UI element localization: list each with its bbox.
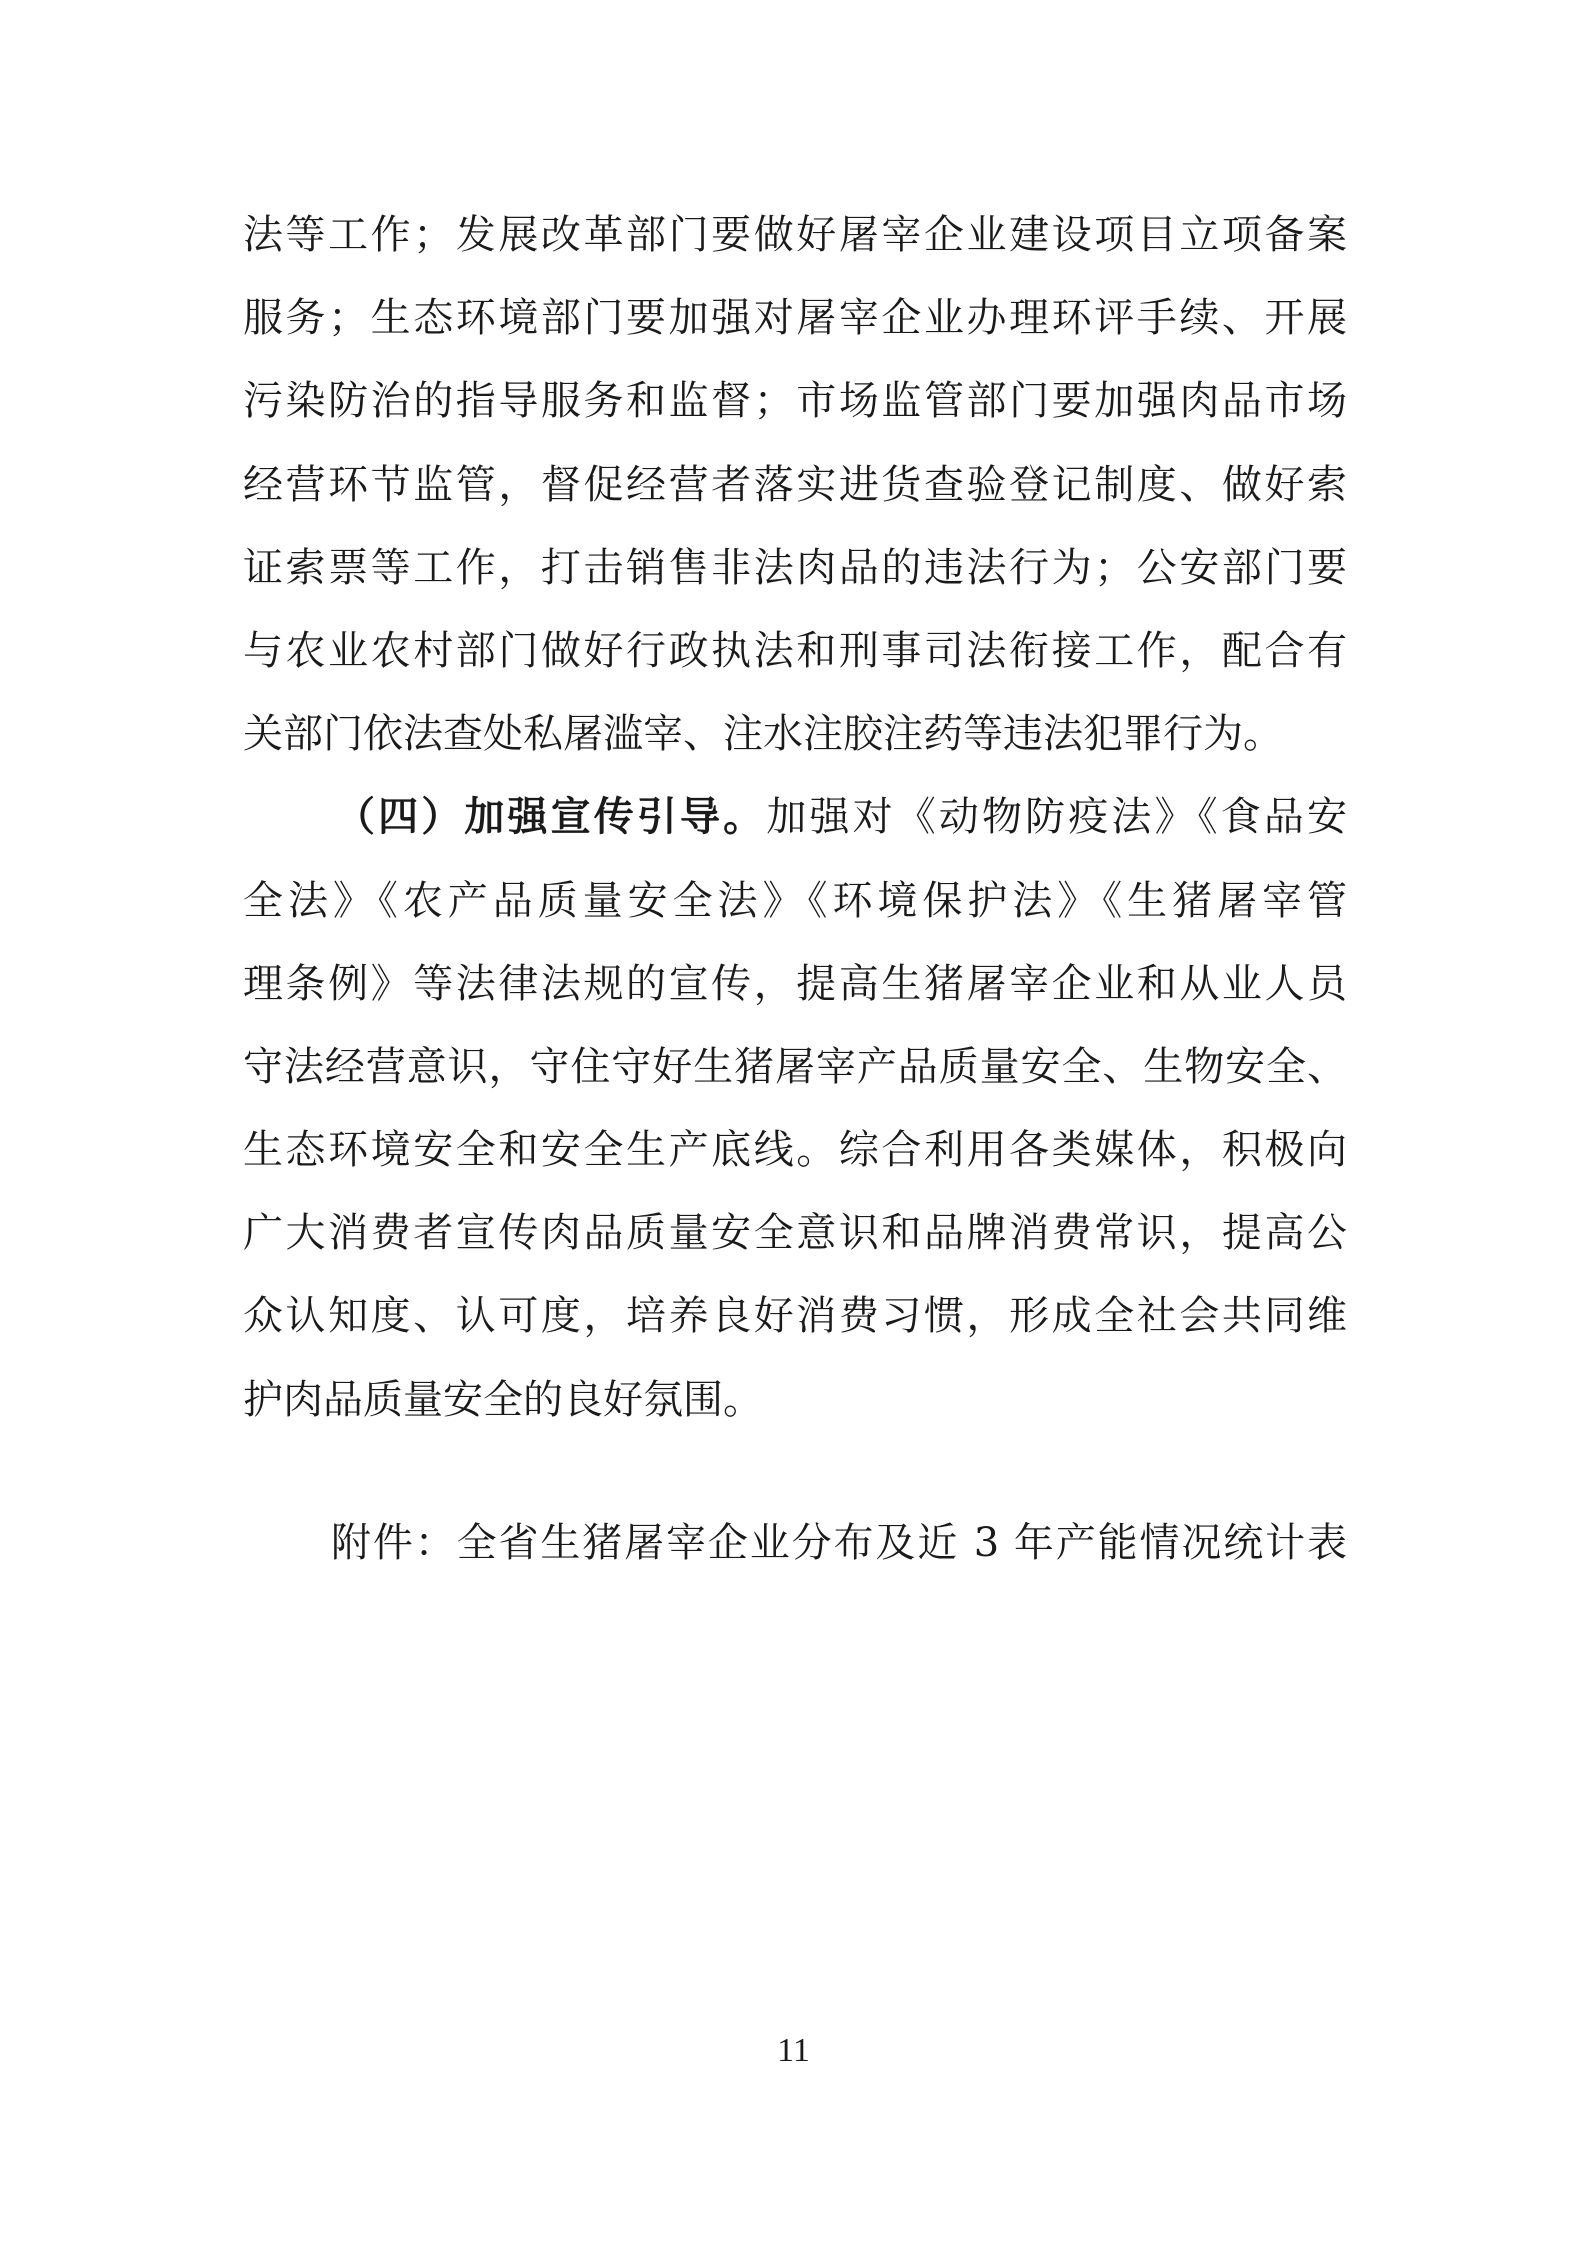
text-line: 守法经营意识，守住守好生猪屠宰产品质量安全、生物安全、 <box>243 1043 1347 1090</box>
paragraph-publicity <box>243 776 1347 1442</box>
text-line: 护肉品质量安全的良好氛围。 <box>243 1376 763 1423</box>
text-line: 全法》《农产品质量安全法》《环境保护法》《生猪屠宰管 <box>243 877 1347 924</box>
text-line: 关部门依法查处私屠滥宰、注水注胶注药等违法犯罪行为。 <box>243 711 1283 758</box>
text-line: 法等工作；发展改革部门要做好屠宰企业建设项目立项备案 <box>243 212 1347 258</box>
text-run: 加强对《动物防疫法》《食品安 <box>766 794 1348 841</box>
page-number: 11 <box>777 2032 810 2069</box>
section-heading: （四）加强宣传引导。 <box>335 794 767 841</box>
text-line: 与农业农村部门做好行政执法和刑事司法衔接工作，配合有 <box>243 627 1347 674</box>
text-line: 生态环境安全和安全生产底线。综合利用各类媒体，积极向 <box>243 1127 1347 1174</box>
paragraph-agency-duties <box>243 194 1347 776</box>
attachment-note: 附件：全省生猪屠宰企业分布及近 3 年产能情况统计表 <box>331 1520 1347 1566</box>
text-line: 理条例》等法律法规的宣传，提高生猪屠宰企业和从业人员 <box>243 960 1347 1007</box>
text-line: 污染防治的指导服务和监督；市场监管部门要加强肉品市场 <box>243 378 1347 425</box>
text-line: 众认知度、认可度，培养良好消费习惯，形成全社会共同维 <box>243 1293 1347 1340</box>
text-line <box>243 776 1347 859</box>
text-line: 证索票等工作，打击销售非法肉品的违法行为；公安部门要 <box>243 544 1347 591</box>
text-line: 服务；生态环境部门要加强对屠宰企业办理环评手续、开展 <box>243 295 1347 342</box>
body-text <box>243 194 1347 1442</box>
text-line: 经营环节监管，督促经营者落实进货查验登记制度、做好索 <box>243 461 1347 508</box>
text-line: 广大消费者宣传肉品质量安全意识和品牌消费常识，提高公 <box>243 1210 1347 1257</box>
